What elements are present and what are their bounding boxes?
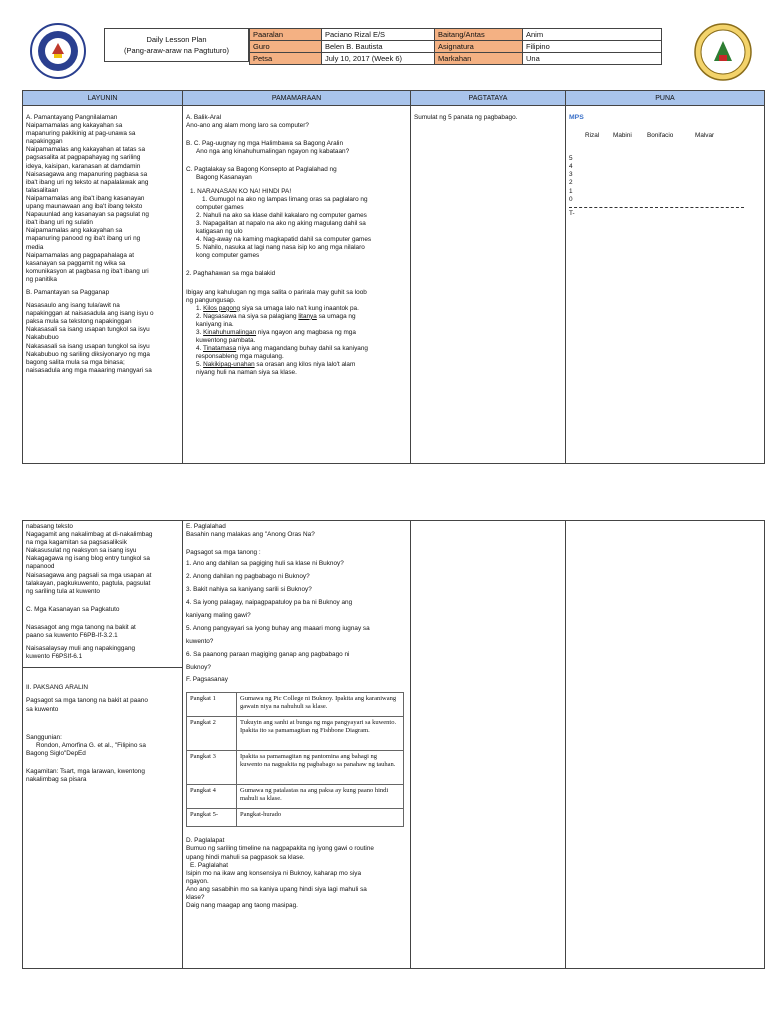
header-row — [23, 91, 765, 106]
tally-divider — [569, 207, 744, 208]
group-name: Pangkat 3 — [187, 751, 237, 785]
naranasan-item: computer games — [196, 203, 244, 211]
paglalahat-text: klase? — [186, 894, 205, 902]
pagtataya-text: Sumulat ng 5 panata ng pagbabago. — [414, 114, 518, 121]
layunin-line: Naipamamalas ang kakayahan at tatas sa — [26, 146, 146, 154]
pagsagot-title: Pagsagot sa mga tanong : — [186, 549, 261, 557]
naranasan-item: katigasan ng ulo — [196, 228, 243, 236]
paglalapat-text: upang hindi mahuli sa pagpasok sa klase. — [186, 853, 305, 861]
value-markahan: Una — [523, 53, 662, 65]
value-asignatura: Filipino — [523, 41, 662, 53]
kasanayan-item: kuwento F6PSIf-6.1 — [26, 653, 83, 661]
kasanayan-title: C. Mga Kasanayan sa Pagkatuto — [26, 605, 120, 613]
layunin-line: media — [26, 243, 44, 251]
group-task: Gumawa ng Pic College ni Buknoy. Ipakita ang karaniwang gawain niya na nahuhuli sa klase. — [237, 693, 404, 717]
info-row — [250, 41, 662, 53]
label-paaralan: Paaralan — [250, 29, 322, 41]
lesson-table-page-1 — [22, 90, 765, 464]
paglalahad-text: Basahin nang malakas ang "Anong Oras Na? — [186, 531, 315, 539]
naranasan-title: 1. NARANASAN KO NA! HINDI PA! — [190, 187, 292, 195]
score-label: 1 — [569, 187, 573, 195]
layunin-line: talakayan, pagkukuwento, pagtula, pagsulat — [26, 579, 151, 587]
group-row — [187, 785, 404, 809]
pag-uugnay-text: Ano nga ang kinahuhumalingan ngayon ng kabataan? — [196, 148, 350, 156]
layunin-line: iba't ibang uri ng teksto at napalalawak ang — [26, 178, 149, 186]
layunin-line: komunikasyon at pagbasa ng iba't ibang uri — [26, 267, 149, 275]
layunin-line: Naisasagawa ang mapanuring pagbasa sa — [26, 170, 148, 178]
group-name: Pangkat 2 — [187, 717, 237, 751]
naranasan-item: 3. Napagalitan at napalo na ako ng aking magulang dahil sa — [196, 219, 366, 227]
header-pamamaraan: PAMAMARAAN — [183, 91, 411, 106]
paglalahat-title: E. Paglalahat — [190, 861, 229, 869]
content-row — [23, 521, 765, 969]
score-label: 0 — [569, 195, 573, 203]
layunin-line: napakinggan — [26, 138, 63, 146]
section-divider — [23, 667, 182, 668]
group-task: Ipakita sa pamamagitan ng pantomina ang bahagi ng kuwento na nagpakita ng pagbabago sa panahaw ng tauhan. — [237, 751, 404, 785]
layunin-line: mapanuring panood ng iba't ibang uri ng — [26, 235, 141, 243]
layunin-line: iba't ibang uri ng sulatin — [26, 219, 93, 227]
vocab-item: 3. Kinahuhumalingan niya ngayon ang magbasa ng mga — [196, 328, 356, 336]
question-item: kaniyang maling gawi? — [186, 612, 251, 620]
layunin-line: nabasang teksto — [26, 523, 73, 530]
group-task: Tukuyin ang sanhi at bunga ng mga pangyayari sa kuwento. Ipakita ito sa pamamagitan ng Fishbone Diagram. — [237, 717, 404, 751]
layunin-line: Nakabubuo — [26, 334, 59, 342]
sanggunian-text: Rondon, Amorfina G. et al., "Filipino sa — [36, 741, 146, 749]
naranasan-item: kong computer games — [196, 252, 260, 260]
layunin-line: Nakasasali sa isang usapan tungkol sa isyu — [26, 326, 150, 334]
section-names-row — [569, 132, 761, 140]
sanggunian-text: Bagong Siglo"DepEd — [26, 749, 86, 757]
value-baitang: Anim — [523, 29, 662, 41]
layunin-line: Nakasusulat ng reaksyon sa isang isyu — [26, 547, 137, 555]
lesson-table-page-2 — [22, 520, 765, 969]
question-item: kuwento? — [186, 638, 214, 646]
question-item: 3. Bakit nahiya sa kaniyang sarili si Buknoy? — [186, 586, 312, 594]
group-row — [187, 717, 404, 751]
vocab-item: 2. Nagsasawa na siya sa palagiang litanya sa umaga ng — [196, 312, 356, 320]
layunin-line: Naisasagawa ang pagsali sa mga usapan at — [26, 571, 152, 579]
header-layunin: LAYUNIN — [23, 91, 183, 106]
pagtalakay-title: C. Pagtalakay sa Bagong Konsepto at Paglalahad ng — [186, 166, 337, 174]
paglalapat-title: D. Paglalapat — [186, 837, 225, 845]
pagtataya-cell — [411, 106, 566, 464]
pamamaraan-cell-2 — [183, 521, 411, 969]
layunin-line: upang maunawaan ang iba't ibang teksto — [26, 203, 143, 211]
layunin-cell — [23, 106, 183, 464]
layunin-line: ng sariling tula at kuwento — [26, 587, 100, 595]
layunin-line: na mga kagamitan sa pagsasaliksik — [26, 539, 127, 547]
paghahawan-title: 2. Paghahawan sa mga balakid — [186, 270, 276, 278]
vocab-item-cont: niyang huli na naman siya sa klase. — [196, 369, 297, 377]
layunin-line: Nakasasali sa isang usapan tungkol sa isyu — [26, 342, 150, 350]
section-name: Mabini — [613, 132, 632, 140]
paglalahat-text: Ano ang sasabihin mo sa kaniya upang hindi siya lagi mahuli sa — [186, 885, 367, 893]
label-asignatura: Asignatura — [435, 41, 523, 53]
question-item: 1. Ano ang dahilan sa pagiging huli sa klase ni Buknoy? — [186, 560, 344, 568]
score-label: 5 — [569, 155, 573, 163]
pagtataya-cell-2 — [411, 521, 566, 969]
header-pagtataya: PAGTATAYA — [411, 91, 566, 106]
paglalapat-text: Bumuo ng sariling timeline na nagpapakita ng iyong gawi o routine — [186, 845, 374, 853]
layunin-line: napakinggan at naisasadula ang isang isyu o — [26, 310, 154, 318]
kasanayan-item: Naisasalaysay muli ang napakinggang — [26, 645, 136, 653]
value-petsa: July 10, 2017 (Week 6) — [322, 53, 435, 65]
vocab-item-cont: kaniyang ina. — [196, 320, 234, 328]
title-line-2: (Pang-araw-araw na Pagtuturo) — [123, 46, 230, 55]
question-item: 4. Sa iyong palagay, naipagpapatuloy pa ba ni Buknoy ang — [186, 599, 353, 607]
paglalahat-text: ngayon. — [186, 877, 209, 885]
label-markahan: Markahan — [435, 53, 523, 65]
sanggunian-title: Sanggunian: — [26, 733, 62, 741]
value-paaralan: Paciano Rizal E/S — [322, 29, 435, 41]
layunin-line: Nakabubuo ng sariling diksiyonaryo ng mga — [26, 350, 150, 358]
group-row — [187, 693, 404, 717]
question-item: 6. Sa paanong paraan magiging ganap ang pagbabago ni — [186, 651, 350, 659]
layunin-line: paksa mula sa tekstong napakinggan — [26, 318, 132, 326]
pagtalakay-title-2: Bagong Kasanayan — [196, 174, 252, 182]
header-puna: PUNA — [566, 91, 765, 106]
layunin-line: Napauunlad ang kasanayan sa pagsulat ng — [26, 211, 149, 219]
layunin-line: Naipamamalas ang kakayahan sa — [26, 227, 123, 235]
naranasan-item: 1. Gumugol na ako ng lampas limang oras sa paglalaro ng — [202, 195, 368, 203]
layunin-line: A. Pamantayang Pangnilalaman — [26, 114, 118, 121]
kasanayan-item: Nasasagot ang mga tanong na bakit at — [26, 623, 136, 631]
group-name: Pangkat 1 — [187, 693, 237, 717]
info-row — [250, 53, 662, 65]
paghahawan-intro-2: ng pangungusap. — [186, 296, 236, 304]
lesson-plan-title — [104, 28, 249, 62]
label-petsa: Petsa — [250, 53, 322, 65]
deped-seal-logo — [30, 23, 86, 79]
total-label: T- — [569, 209, 575, 217]
section-name: Malvar — [695, 132, 715, 140]
value-guro: Belen B. Bautista — [322, 41, 435, 53]
section-name: Rizal — [585, 132, 600, 140]
group-task: Pangkat-hurado — [237, 809, 404, 827]
layunin-line: ng panitika — [26, 275, 57, 283]
layunin-line: naisasadula ang mga maaaring mangyari sa — [26, 366, 152, 374]
paghahawan-intro: Ibigay ang kahulugan ng mga salita o parirala may guhit sa loob — [186, 288, 367, 296]
page-1 — [22, 15, 764, 475]
layunin-line: bagong salita mula sa mga binasa; — [26, 358, 125, 366]
layunin-line: Naipamamalas ang iba't ibang kasanayan — [26, 194, 145, 202]
group-row — [187, 751, 404, 785]
info-row — [250, 29, 662, 41]
group-task-table — [186, 692, 404, 827]
layunin-line: mapanuring pakikinig at pag-unawa sa — [26, 130, 136, 138]
score-label: 3 — [569, 171, 573, 179]
score-label: 2 — [569, 179, 573, 187]
pamamaraan-cell — [183, 106, 411, 464]
naranasan-item: 4. Nag-away na kaming magkapatid dahil sa computer games — [196, 236, 372, 244]
layunin-line: Naipamamalas ang kakayahan sa — [26, 122, 123, 130]
title-line-1: Daily Lesson Plan — [146, 35, 207, 44]
vocab-item: 4. Tinatamasa niya ang magandang buhay dahil sa kaniyang — [196, 345, 368, 353]
label-baitang: Baitang/Antas — [435, 29, 523, 41]
layunin-line: talasalitaan — [26, 186, 59, 194]
score-label: 4 — [569, 163, 573, 171]
vocab-item: 5. Nakikipag-unahan sa orasan ang kilos niya lalo't alam — [196, 361, 356, 369]
layunin-line: B. Pamantayan sa Pagganap — [26, 288, 110, 296]
puna-cell-2 — [566, 521, 765, 969]
vocab-item-cont: responsableng mga magulang. — [196, 353, 284, 361]
paksang-aralin-text: sa kuwento — [26, 705, 59, 713]
layunin-line: Nakagagawa ng isang blog entry tungkol sa — [26, 555, 150, 563]
vocab-item-cont: kuwentong pambata. — [196, 337, 256, 345]
layunin-line: ideya, kaisipan, karanasan at damdamin — [26, 162, 141, 170]
kagamitan-text: Kagamitan: Tsart, mga larawan, kwentong — [26, 767, 145, 775]
layunin-line: napanood — [26, 563, 55, 571]
layunin-line: Nagagamit ang nakalimbag at di-nakalimbag — [26, 531, 153, 539]
naranasan-item: 2. Nahuli na ako sa klase dahil kakalaro ng computer games — [196, 211, 367, 219]
balik-aral-title: A. Balik-Aral — [186, 114, 222, 121]
group-row — [187, 809, 404, 827]
layunin-cell-2 — [23, 521, 183, 969]
layunin-line: pagsasalita at pagpapahayag ng sariling — [26, 154, 141, 162]
paglalahad-title: E. Paglalahad — [186, 523, 226, 530]
paksang-aralin-title: II. PAKSANG ARALIN — [26, 684, 89, 692]
section-name: Bonifacio — [647, 132, 674, 140]
puna-cell — [566, 106, 765, 464]
balik-aral-text: Ano-ano ang alam mong laro sa computer? — [186, 122, 309, 130]
layunin-line: kasanayan sa paggamit ng wika sa — [26, 259, 126, 267]
info-table — [249, 28, 662, 65]
naranasan-item: 5. Nahilo, nasuka at lagi nang nasa isip ko ang mga nilalaro — [196, 244, 365, 252]
content-row — [23, 106, 765, 464]
kagamitan-text: nakalimbag sa pisara — [26, 775, 87, 783]
paksang-aralin-text: Pagsagot sa mga tanong na bakit at paano — [26, 697, 148, 705]
layunin-line: Naipamamalas ang pagpapahalaga at — [26, 251, 135, 259]
paglalahat-text: Daig nang maagap ang taong masipag. — [186, 902, 298, 910]
mps-label: MPS — [569, 114, 584, 121]
group-name: Pangkat 4 — [187, 785, 237, 809]
pag-uugnay-title: B. C. Pag-uugnay ng mga Halimbawa sa Bagong Aralin — [186, 140, 344, 148]
question-item: 2. Anong dahilan ng pagbabago ni Buknoy? — [186, 573, 310, 581]
question-item: 5. Anong pangyayari sa iyong buhay ang maaari mong iugnay sa — [186, 625, 370, 633]
kasanayan-item: paano sa kuwento F6PB-If-3.2.1 — [26, 632, 118, 640]
paglalahat-text: Isipin mo na ikaw ang konsensiya ni Buknoy, kaharap mo siya — [186, 869, 362, 877]
layunin-line: Nasasaulo ang isang tula/awit na — [26, 302, 120, 310]
vocab-item: 1. Kilos pagong siya sa umaga lalo na't kung inaantok pa. — [196, 304, 359, 312]
question-item: Buknoy? — [186, 664, 211, 672]
group-task: Gumawa ng patalastas na ang paksa ay kung paano hindi mahuli sa klase. — [237, 785, 404, 809]
school-seal-logo — [694, 23, 752, 81]
label-guro: Guro — [250, 41, 322, 53]
group-name: Pangkat 5- — [187, 809, 237, 827]
pagsasanay-title: F. Pagsasanay — [186, 676, 228, 684]
